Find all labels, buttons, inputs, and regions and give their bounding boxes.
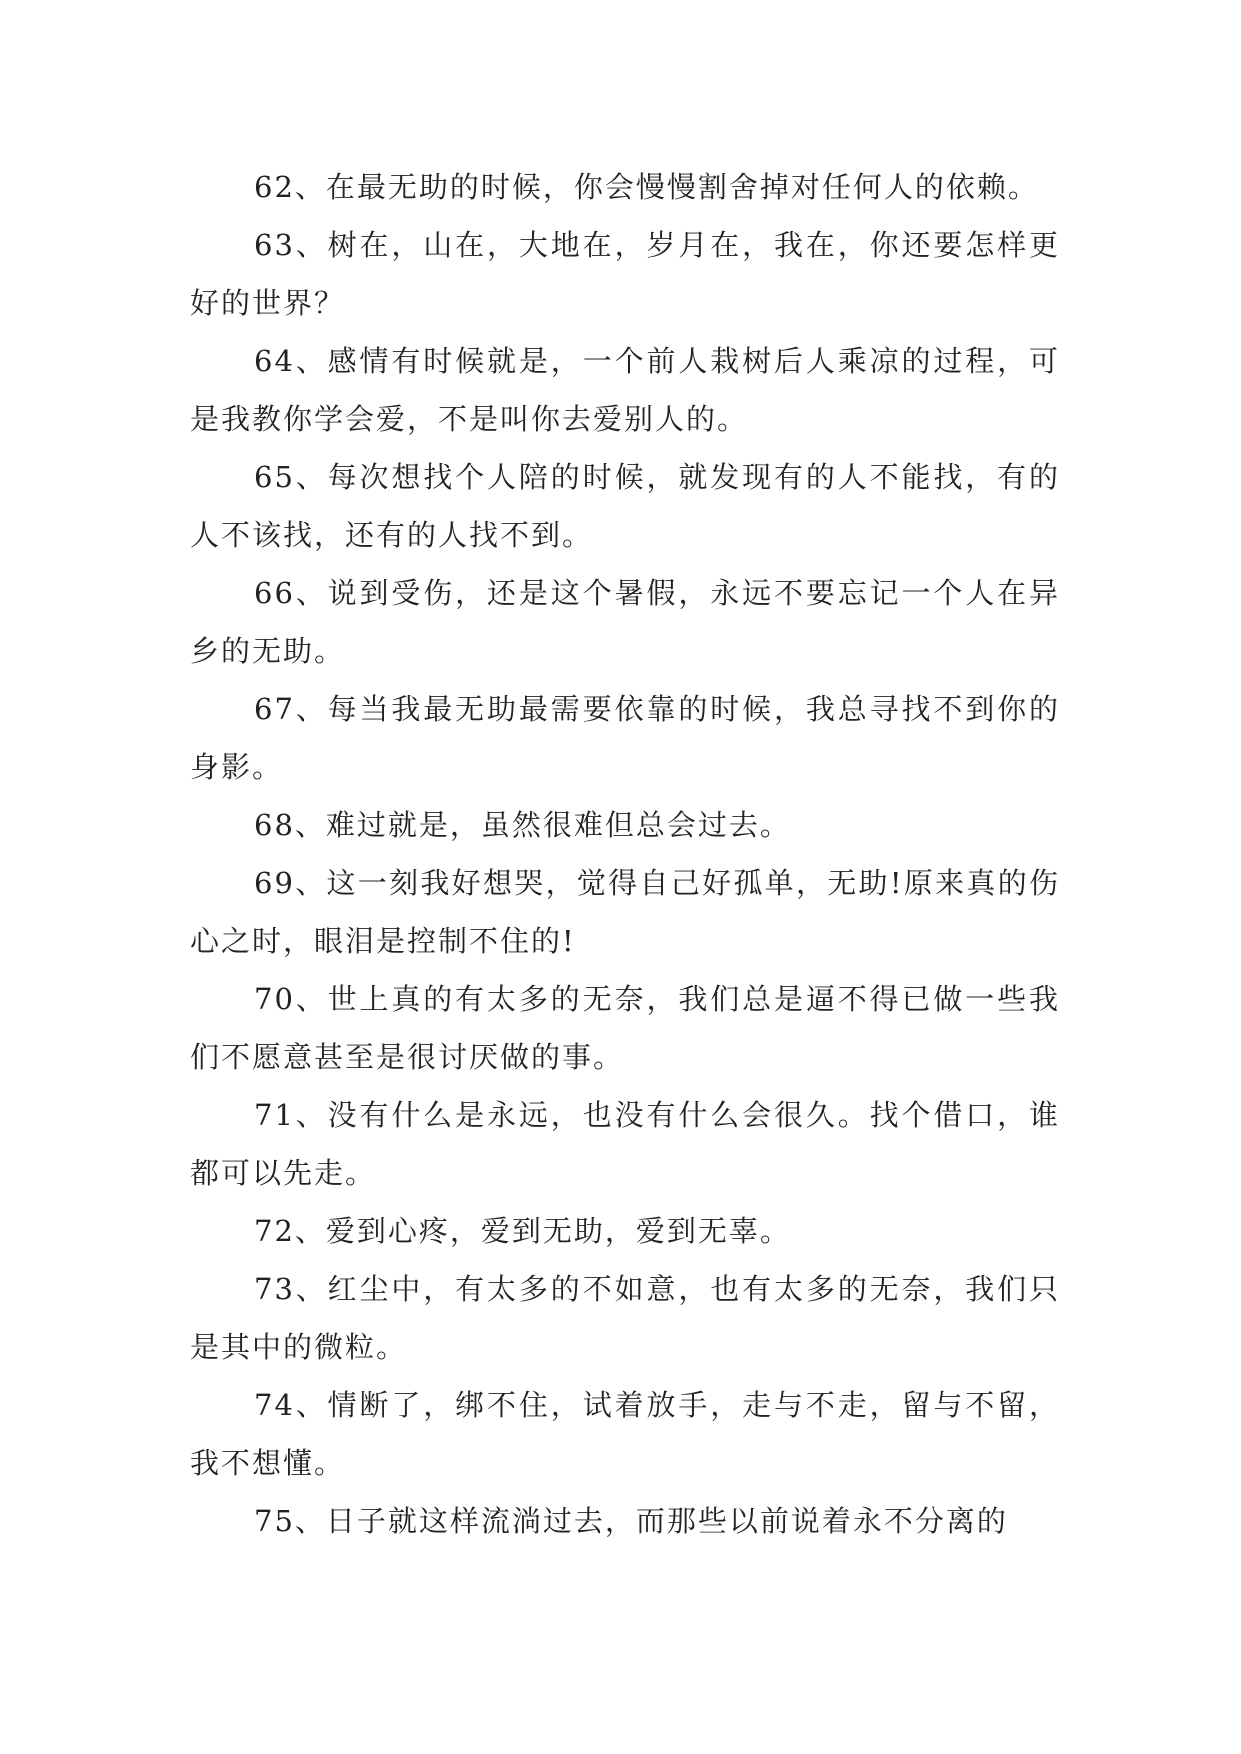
paragraph-75: 75、日子就这样流淌过去，而那些以前说着永不分离的 — [254, 1504, 1008, 1538]
paragraph-72: 72、爱到心疼，爱到无助，爱到无辜。 — [254, 1214, 791, 1248]
paragraph-67: 67、每当我最无助最需要依靠的时候，我总寻找不到你的身影。 — [190, 692, 1060, 784]
paragraph-73: 73、红尘中，有太多的不如意，也有太多的无奈，我们只是其中的微粒。 — [190, 1272, 1060, 1364]
paragraph-74: 74、情断了，绑不住，试着放手，走与不走，留与不留，我不想懂。 — [190, 1388, 1060, 1480]
paragraph-70: 70、世上真的有太多的无奈，我们总是逼不得已做一些我们不愿意甚至是很讨厌做的事。 — [190, 982, 1060, 1074]
paragraph-65: 65、每次想找个人陪的时候，就发现有的人不能找，有的人不该找，还有的人找不到。 — [190, 460, 1060, 552]
document-body — [190, 158, 1060, 1550]
paragraph-69: 69、这一刻我好想哭，觉得自己好孤单，无助!原来真的伤心之时，眼泪是控制不住的! — [190, 866, 1060, 958]
paragraph-66: 66、说到受伤，还是这个暑假，永远不要忘记一个人在异乡的无助。 — [190, 576, 1060, 668]
paragraph-63: 63、树在，山在，大地在，岁月在，我在，你还要怎样更好的世界？ — [190, 228, 1060, 320]
paragraph-64: 64、感情有时候就是，一个前人栽树后人乘凉的过程，可是我教你学会爱，不是叫你去爱别人的。 — [190, 344, 1060, 436]
paragraph-62: 62、在最无助的时候，你会慢慢割舍掉对任何人的依赖。 — [254, 170, 1039, 204]
paragraph-71: 71、没有什么是永远，也没有什么会很久。找个借口，谁都可以先走。 — [190, 1098, 1060, 1190]
paragraph-68: 68、难过就是，虽然很难但总会过去。 — [254, 808, 791, 842]
